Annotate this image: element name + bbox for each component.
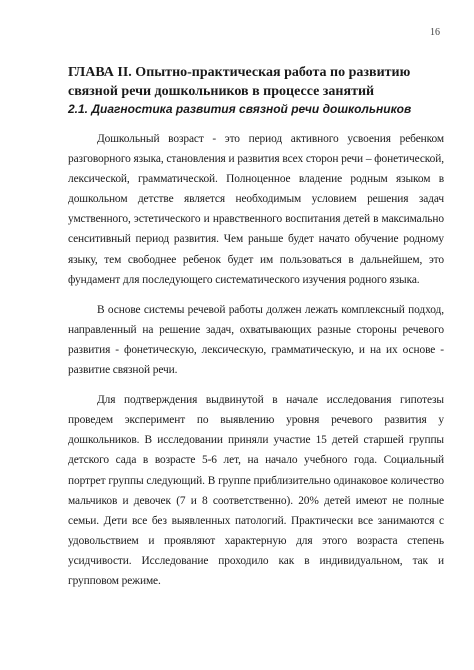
page-number: 16 bbox=[430, 27, 440, 38]
paragraph-1: Дошкольный возраст - это период активного усвоения ребенком разговорного языка, становления и развития всех сторон речи – фонетической, лексической, грамматической. Полноценное владение родным языком в дошкольном детстве является необходимым условием решения задач умственного, эстетического и нравственного воспитания детей в максимально сенситивный период развития. Чем раньше будет начато обучение родному языку, тем свободнее ребенок будет им пользоваться в дальнейшем, это фундамент для последующего систематического изучения родного языка. bbox=[68, 133, 444, 286]
chapter-title: ГЛАВА II. Опытно-практическая работа по развитию связной речи дошкольников в процессе занятий bbox=[68, 65, 411, 99]
paragraph-2: В основе системы речевой работы должен лежать комплексный подход, направленный на решение задач, охватывающих разные стороны речевого развития - фонетическую, лексическую, грамматическую, и на их основе - развитие связной речи. bbox=[68, 303, 444, 377]
body-text bbox=[68, 129, 444, 601]
paragraph-3: Для подтверждения выдвинутой в начале исследования гипотезы проведем эксперимент по выявлению уровня речевого развития у дошкольников. В исследовании приняли участие 15 детей старшей группы детского сада в возрасте 5-6 лет, на начало учебного года. Социальный портрет группы следующий. В группе приблизительно одинаковое количество мальчиков и девочек (7 и 8 соответственно). 20% детей имеют не полные семьи. Дети все без выявленных патологий. Практически все занимаются с удовольствием и проявляют характерную для этого возраста степень усидчивости. Исследование проходило как в индивидуальном, так и групповом режиме. bbox=[68, 394, 444, 587]
section-title: 2.1. Диагностика развития связной речи дошкольников bbox=[68, 102, 412, 116]
